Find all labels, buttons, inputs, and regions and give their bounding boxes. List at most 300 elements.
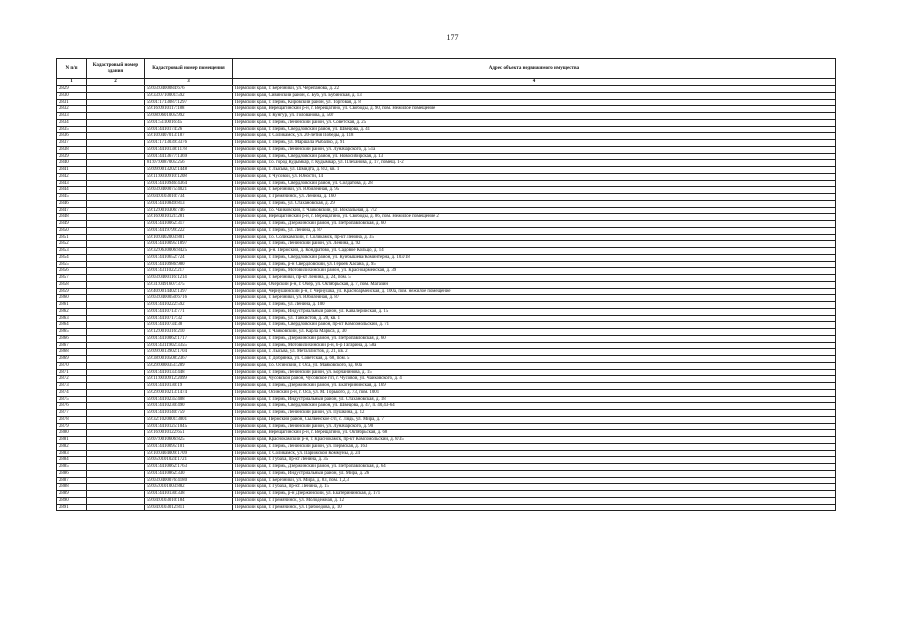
property-address: Пермский край, г. Пермь, ул. Ленина, д. 87 [233,227,836,234]
property-address: Пермский край, Краснокамский р-н, г. Краснокамск, пр-кт Комсомольский, д. 8/35 [233,437,836,444]
row-number: 2887 [57,477,87,484]
table-row [57,369,836,376]
table-row [57,133,836,140]
room-cadastral-number: 59:01:4410986:980 [145,261,233,268]
row-number: 2884 [57,457,87,464]
room-cadastral-number: 59:16:0910117:188 [145,106,233,113]
table-row [57,423,836,430]
property-address: Пермский край, г. Березники, ул. Юбилейная, д. 95 [233,187,836,194]
building-cadastral-number [87,376,145,383]
building-cadastral-number [87,126,145,133]
property-address: Пермский край, г. Пермь, Свердловский район, ул. Куйбышева/Коминтерна, д. 103/18 [233,254,836,261]
property-address: Пермский край, Верещагинский р-н, г. Верещагино, ул. Октябрьская, д. 68 [233,430,836,437]
building-cadastral-number [87,113,145,120]
property-address: Пермский край, г. Пермь, Индустриальный район, ул. Мира, д. 26 [233,470,836,477]
row-number: 2866 [57,335,87,342]
property-address: Пермский край, г. Добрянка, ул. Советская, д. 68, пом. 5 [233,356,836,363]
building-cadastral-number [87,497,145,504]
room-cadastral-number: 59:01:4410174:26 [145,126,233,133]
property-address: Пермский край, г. Соликамск, ул. 20-летия Победы, д. 118 [233,133,836,140]
row-number: 2838 [57,146,87,153]
room-cadastral-number: 59:12:0010306:746 [145,207,233,214]
row-number: 2852 [57,241,87,248]
building-cadastral-number [87,322,145,329]
table-row [57,450,836,457]
building-cadastral-number [87,423,145,430]
table-row [57,443,836,450]
building-cadastral-number [87,383,145,390]
property-address: Пермский край, г. Пермь, Дзержинский район, ул. Петропавловская, д. 60 [233,335,836,342]
row-number: 2886 [57,470,87,477]
table-row [57,376,836,383]
room-cadastral-number: 81:07:0087005:256 [145,160,233,167]
table-header-row [57,59,836,79]
row-number: 2840 [57,160,87,167]
room-cadastral-number: 59:31:0491607:375 [145,281,233,288]
property-address: Пермский край, г. Пермь, Дзержинский район, ул. Петропавловская, д. 64 [233,464,836,471]
table-row [57,194,836,201]
row-number: 2890 [57,497,87,504]
building-cadastral-number [87,119,145,126]
row-number: 2834 [57,119,87,126]
row-number: 2837 [57,140,87,147]
property-address: Пермский край, Верещагинский р-н, г. Верещагино, ул. Свободы, д. 90, пом. Нежилое помещение [233,106,836,113]
row-number: 2835 [57,126,87,133]
row-number: 2830 [57,92,87,99]
room-cadastral-number: 59:08:0601005:992 [145,113,233,120]
table-row [57,470,836,477]
building-cadastral-number [87,470,145,477]
header-num: N п/п [57,59,87,79]
building-cadastral-number [87,234,145,241]
table-row [57,497,836,504]
room-cadastral-number: 59:01:4410133:448 [145,369,233,376]
building-cadastral-number [87,140,145,147]
row-number: 2870 [57,362,87,369]
property-address: Пермский край, г. Пермь, Мотовилихинский район, ул. Красноармейская, д. 39 [233,268,836,275]
header-building-cad: Кадастровый номер здания [87,59,145,79]
room-cadastral-number: 59:29:0000351:289 [145,362,233,369]
row-number: 2881 [57,437,87,444]
row-number: 2876 [57,403,87,410]
room-cadastral-number: 59:04:0103012:811 [145,504,233,511]
building-cadastral-number [87,302,145,309]
building-cadastral-number [87,329,145,336]
property-address: Пермский край, Чернушинский р-н, г. Чернушка, ул. Красноармейская, д. 100а, пом. нежилое помещение [233,288,836,295]
property-address: Пермский край, г. Лысьва, ул. Шмидта, д. 8/2, кв. 1 [233,167,836,174]
building-cadastral-number [87,295,145,302]
property-address: Пермский край, г. Пермь, ул. Маршала Рыбалко, д. 91 [233,140,836,147]
building-cadastral-number [87,430,145,437]
building-cadastral-number [87,99,145,106]
room-cadastral-number: 59:38:0010508:2367 [145,356,233,363]
property-address: Пермский край, г. Пермь, Ленинский район, ул. Борчанинова, д. 15 [233,369,836,376]
property-address: Пермский край, Пермский район, Сылвенское с/п, с. Лядь, ул. Мира, д. 7 [233,416,836,423]
room-cadastral-number: 59:01:4410734:38 [145,322,233,329]
room-cadastral-number: 59:01:1713087:1297 [145,99,233,106]
row-number: 2843 [57,180,87,187]
property-address: Пермский край, г. Гремячинск, ул. Ленина, д. 160 [233,194,836,201]
room-cadastral-number: 59:01:4410652:724 [145,254,233,261]
property-address: Пермский край, г. Пермь, Свердловский район, ул. Швецова, д. 41 [233,126,836,133]
room-cadastral-number: 59:32:0630006:8425 [145,248,233,255]
property-address: Пермский край, г. Губаха, пр-кт Ленина, д. 35 [233,457,836,464]
room-cadastral-number: 59:01:4410062:1717 [145,335,233,342]
table-row [57,86,836,93]
room-cadastral-number: 59:09:0013902:1704 [145,349,233,356]
room-cadastral-number: 59:03:0400076:4180 [145,477,233,484]
property-address: Пермский край, г. Кунгур, ул. Голованова, д. 50г [233,113,836,120]
room-cadastral-number: 59:09:0013202:1448 [145,167,233,174]
building-cadastral-number [87,484,145,491]
table-row [57,173,836,180]
property-address: Пермский край, г. Лысьва, ул. Металлистов, д. 21, кв. 2 [233,349,836,356]
table-row [57,214,836,221]
col-number: 1 [57,79,87,86]
property-address: Пермский край, г. Пермь, р-н Свердловский, ул. Героев Хасана, д. 95 [233,261,836,268]
table-row [57,477,836,484]
row-number: 2856 [57,268,87,275]
property-address: Пермский край, г. Чайковский, ул. Карла Маркса, д. 30 [233,329,836,336]
table-row [57,160,836,167]
building-cadastral-number [87,288,145,295]
room-cadastral-number: 59:01:4410222:592 [145,302,233,309]
property-address: Пермский край, г. Соликамск, ул. Парижской Коммуны, д. 24 [233,450,836,457]
property-address: Пермский край, г. Пермь, Ленинский район, ул. Луначарского, д. 51а [233,146,836,153]
row-number: 2857 [57,275,87,282]
row-number: 2871 [57,369,87,376]
building-cadastral-number [87,491,145,498]
property-address: Пермский край, г. Гремячинск, ул. Грибоедова, д. 10 [233,504,836,511]
room-cadastral-number: 59:05:0101024:1721 [145,457,233,464]
building-cadastral-number [87,464,145,471]
room-cadastral-number: 59:01:4410230:490 [145,403,233,410]
room-cadastral-number: 59:29:0010213:1474 [145,389,233,396]
row-number: 2839 [57,153,87,160]
table-row [57,315,836,322]
room-cadastral-number: 59:32:1020001:3001 [145,416,233,423]
row-number: 2882 [57,443,87,450]
room-cadastral-number: 59:01:4410062:1763 [145,464,233,471]
property-address: Пермский край, г. Пермь, ул. Ленина, д. 100 [233,302,836,309]
col-number: 2 [87,79,145,86]
room-cadastral-number: 59:07:0010606:825 [145,437,233,444]
property-address: Пермский край, Верещагинский р-н, г. Верещагино, ул. Свободы, д. 86, пом. Нежилое помещение 2 [233,214,836,221]
room-cadastral-number: 59:10:0407013:187 [145,133,233,140]
room-cadastral-number: 59:01:4410095:101 [145,443,233,450]
building-cadastral-number [87,437,145,444]
table-row [57,167,836,174]
table-row [57,383,836,390]
row-number: 2831 [57,99,87,106]
building-cadastral-number [87,389,145,396]
row-number: 2862 [57,308,87,315]
table-row [57,140,836,147]
property-address: Пермский край, г. Пермь, Ленинский район, ул. Пушкина, д. 12 [233,410,836,417]
row-number: 2883 [57,450,87,457]
row-number: 2853 [57,248,87,255]
table-row [57,126,836,133]
room-cadastral-number: 59:10:0404009:1709 [145,450,233,457]
room-cadastral-number: 59:10:0402003:801 [145,234,233,241]
table-row [57,295,836,302]
room-cadastral-number: 59:40:0014402:1397 [145,288,233,295]
table-row [57,281,836,288]
room-cadastral-number: 59:01:4410235:408 [145,396,233,403]
table-row [57,119,836,126]
room-cadastral-number: 59:01:4410130:19 [145,383,233,390]
room-cadastral-number: 59:01:4410713:771 [145,308,233,315]
table-row [57,153,836,160]
room-cadastral-number: 59:01:4410130:338 [145,491,233,498]
table-row [57,241,836,248]
property-address: Пермский край, г. Пермь, Ленинский район, ул. Ленина, д. 92 [233,241,836,248]
table-row [57,268,836,275]
row-number: 2854 [57,254,87,261]
row-number: 2888 [57,484,87,491]
row-number: 2868 [57,349,87,356]
room-cadastral-number: 59:03:0400050:6716 [145,295,233,302]
row-number: 2846 [57,200,87,207]
table-row [57,254,836,261]
row-number: 2877 [57,410,87,417]
building-cadastral-number [87,477,145,484]
building-cadastral-number [87,362,145,369]
table-row [57,308,836,315]
row-number: 2836 [57,133,87,140]
row-number: 2880 [57,430,87,437]
property-address: Пермский край, г. Березники, ул. Юбилейная, д. 87 [233,295,836,302]
table-row [57,207,836,214]
row-number: 2833 [57,113,87,120]
building-cadastral-number [87,200,145,207]
table-row [57,484,836,491]
property-address: Пермский край, г.о. город Кудымкар, г. Кудымкар, ул. Плеханова, д. 17, помещ. 1-2 [233,160,836,167]
room-cadastral-number: 59:01:4413677:1369 [145,153,233,160]
room-cadastral-number: 59:12:0010316:210 [145,329,233,336]
table-row [57,437,836,444]
property-address: Пермский край, г. Березники, пр-кт Ленина, д. 24, пом. 5 [233,275,836,282]
building-cadastral-number [87,261,145,268]
table-row [57,410,836,417]
building-cadastral-number [87,146,145,153]
property-address: Пермский край, Осинский р-н, г. Оса, ул. М. Горького, д. 73, пом. 1001 [233,389,836,396]
row-number: 2860 [57,295,87,302]
property-address: Пермский край, г. Пермь, Свердловский район, ул. Солдатова, д. 28 [233,180,836,187]
property-address: Пермский край, г. Пермь, ул. Танкистов, д. 20, кв. 1 [233,315,836,322]
building-cadastral-number [87,416,145,423]
building-cadastral-number [87,403,145,410]
row-number: 2829 [57,86,87,93]
row-number: 2849 [57,221,87,228]
row-number: 2867 [57,342,87,349]
room-cadastral-number: 59:01:4419799:222 [145,227,233,234]
room-cadastral-number: 59:01:5110016:45 [145,119,233,126]
room-cadastral-number: 59:11:0010912:2099 [145,376,233,383]
table-row [57,430,836,437]
table-row [57,457,836,464]
table-row [57,416,836,423]
row-number: 2850 [57,227,87,234]
table-row [57,221,836,228]
property-address: Пермский край, г.о. Чайковский, г. Чайковский, ул. Вокзальная, д. 7/2 [233,207,836,214]
table-row [57,349,836,356]
property-address: Пермский край, Сивинский район, с. Буб, ул. Бубинская, д. 13 [233,92,836,99]
property-address: Пермский край, г. Пермь, Кировский район, ул. Торговая, д. 8 [233,99,836,106]
table-row [57,288,836,295]
building-cadastral-number [87,504,145,511]
property-address: Пермский край, г. Пермь, Свердловский район, ул. Швецова, д. 47, п. 40,43-64 [233,403,836,410]
building-cadastral-number [87,308,145,315]
room-cadastral-number: 59:33:0710001:592 [145,92,233,99]
table-row [57,248,836,255]
building-cadastral-number [87,349,145,356]
room-cadastral-number: 59:01:4410849:813 [145,200,233,207]
building-cadastral-number [87,369,145,376]
row-number: 2841 [57,167,87,174]
property-address: Пермский край, г. Губаха, пр-кт. Ленина, д. 15 [233,484,836,491]
building-cadastral-number [87,356,145,363]
building-cadastral-number [87,92,145,99]
room-cadastral-number: 59:01:4410125:1045 [145,423,233,430]
row-number: 2858 [57,281,87,288]
page-number: 177 [446,33,459,42]
room-cadastral-number: 59:01:1713039:3376 [145,140,233,147]
row-number: 2869 [57,356,87,363]
property-address: Пермский край, г. Березники, ул. Мира, д. 83, пом. 1,2,3 [233,477,836,484]
building-cadastral-number [87,160,145,167]
table-row [57,302,836,309]
building-cadastral-number [87,194,145,201]
table-row [57,342,836,349]
building-cadastral-number [87,410,145,417]
table-row [57,261,836,268]
building-cadastral-number [87,396,145,403]
building-cadastral-number [87,315,145,322]
row-number: 2848 [57,214,87,221]
row-number: 2878 [57,416,87,423]
row-number: 2832 [57,106,87,113]
row-number: 2859 [57,288,87,295]
building-cadastral-number [87,248,145,255]
table-row [57,322,836,329]
property-address: Пермский край, Чусовской район, Чусовское г/п, г. Чусовой, ул. Чайковского, д. 4 [233,376,836,383]
property-address: Пермский край, г. Пермь, р-н Дзержинский, ул. Екатерининская, д. 171 [233,491,836,498]
table-row [57,464,836,471]
table-row [57,92,836,99]
column-number-row [57,79,836,86]
col-number: 3 [145,79,233,86]
table-body [57,86,836,511]
room-cadastral-number: 59:01:4410095:1897 [145,241,233,248]
table-row [57,403,836,410]
table-row [57,329,836,336]
room-cadastral-number: 59:05:0101003:882 [145,484,233,491]
header-address: Адрес объекта недвижимого имущества [233,59,836,79]
room-cadastral-number: 59:01:4410862:330 [145,470,233,477]
building-cadastral-number [87,153,145,160]
room-cadastral-number: 59:11:0010910:1208 [145,173,233,180]
row-number: 2879 [57,423,87,430]
building-cadastral-number [87,342,145,349]
table-row [57,234,836,241]
building-cadastral-number [87,86,145,93]
table-row [57,106,836,113]
row-number: 2873 [57,383,87,390]
table-row [57,504,836,511]
table-row [57,275,836,282]
building-cadastral-number [87,335,145,342]
table-row [57,180,836,187]
building-cadastral-number [87,106,145,113]
building-cadastral-number [87,443,145,450]
property-registry-table [56,58,836,511]
row-number: 2863 [57,315,87,322]
row-number: 2851 [57,234,87,241]
table-row [57,227,836,234]
property-address: Пермский край, г. Пермь, Дзержинский район, ул. Екатерининская, д. 169 [233,383,836,390]
property-address: Пермский край, г. Пермь, Свердловский район, пр-кт Комсомольский, д. 71 [233,322,836,329]
property-address: Пермский край, г. Пермь, Мотовилихинский р-н, б-р Гагарина, д. 58а [233,342,836,349]
property-address: Пермский край, г. Пермь, Свердловский район, ул. Новосибирская, д. 13 [233,153,836,160]
building-cadastral-number [87,214,145,221]
property-address: Пермский край, г. Пермь, Ленинский район, ул. Пермская, д. 163 [233,443,836,450]
building-cadastral-number [87,457,145,464]
property-address: Пермский край, г.о. Осинский, г. Оса, ул. Маяковского, зд. 60а [233,362,836,369]
table-row [57,356,836,363]
row-number: 2844 [57,187,87,194]
room-cadastral-number: 59:01:4311022:217 [145,268,233,275]
room-cadastral-number: 59:01:4311902:3355 [145,342,233,349]
table-row [57,146,836,153]
table-row [57,335,836,342]
row-number: 2889 [57,491,87,498]
property-address: Пермский край, г. Пермь, Индустриальный район, ул. Стахановская, д. 18 [233,396,836,403]
property-address: Пермский край, р-н. Пермский, д. Кондратово, ул. Садовое Кольцо, д. 14 [233,248,836,255]
row-number: 2872 [57,376,87,383]
room-cadastral-number: 59:16:0010121:281 [145,214,233,221]
property-address: Пермский край, г. Пермь, Ленинский район, ул. Советская, д. 25 [233,119,836,126]
row-number: 2865 [57,329,87,336]
room-cadastral-number: 59:01:4410138:1178 [145,146,233,153]
table-row [57,113,836,120]
row-number: 2847 [57,207,87,214]
property-address: Пермский край, г. Гремячинск, ул. Молодежная, д. 12 [233,497,836,504]
room-cadastral-number: 59:01:4410717:32 [145,315,233,322]
room-cadastral-number: 59:01:4410946:4364 [145,180,233,187]
row-number: 2874 [57,389,87,396]
table-row [57,362,836,369]
table-row [57,396,836,403]
table-row [57,200,836,207]
building-cadastral-number [87,173,145,180]
building-cadastral-number [87,187,145,194]
building-cadastral-number [87,133,145,140]
table-row [57,491,836,498]
row-number: 2891 [57,504,87,511]
table-row [57,389,836,396]
room-cadastral-number: 59:01:4410062:317 [145,221,233,228]
building-cadastral-number [87,221,145,228]
property-address: Пермский край, г. Пермь, Индустриальный район, ул. Кавалерийская, д. 15 [233,308,836,315]
building-cadastral-number [87,227,145,234]
building-cadastral-number [87,450,145,457]
building-cadastral-number [87,207,145,214]
building-cadastral-number [87,275,145,282]
row-number: 2875 [57,396,87,403]
building-cadastral-number [87,268,145,275]
table-row [57,187,836,194]
